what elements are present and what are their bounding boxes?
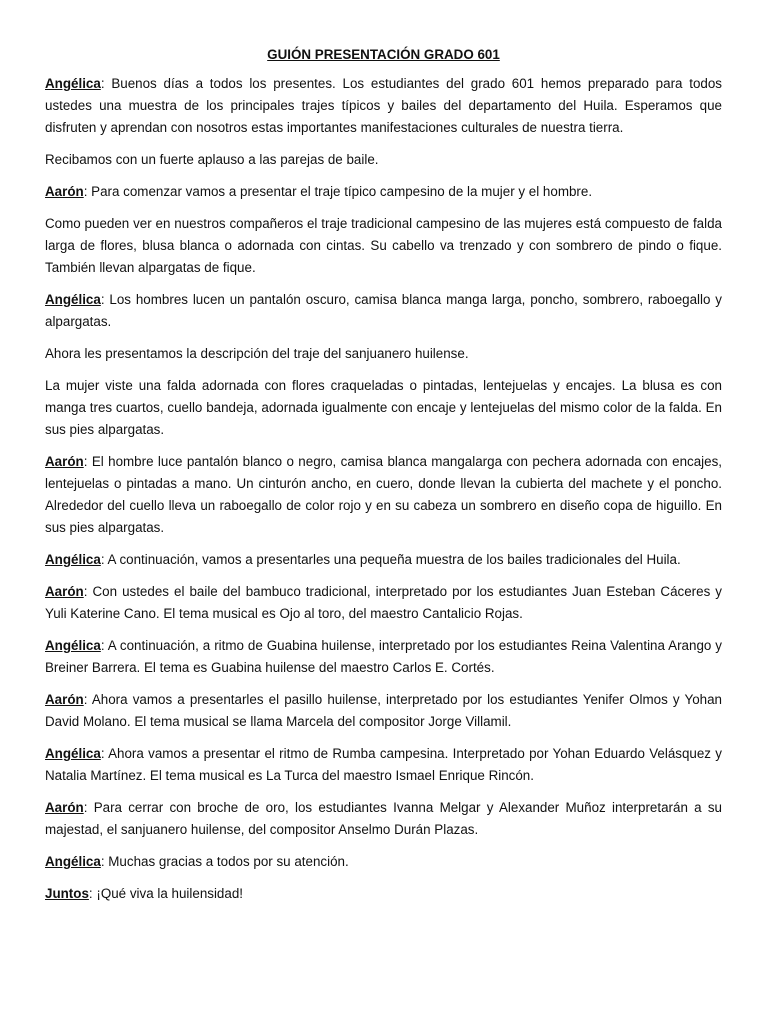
script-paragraph (45, 581, 722, 625)
paragraph-text: Con ustedes el baile del bambuco tradicional, interpretado por los estudiantes Juan Esteban Cáceres y Yuli Katerine Cano. El tema musical es Ojo al toro, del maestro Cantalicio Rojas. (45, 584, 722, 621)
script-paragraph (45, 149, 722, 171)
script-paragraph (45, 743, 722, 787)
speaker-name: Aarón (45, 800, 84, 815)
script-paragraph (45, 797, 722, 841)
speaker-colon: : (83, 454, 88, 469)
script-paragraph (45, 635, 722, 679)
speaker-name: Aarón (45, 454, 84, 469)
speaker-colon: : (88, 886, 93, 901)
paragraph-text: Como pueden ver en nuestros compañeros el traje tradicional campesino de las mujeres está compuesto de falda larga de flores, blusa blanca o adornada con cintas. Su cabello va trenzado y con sombrero de pindo o fique. También llevan alpargatas de fique. (45, 216, 722, 275)
paragraph-text: Ahora vamos a presentarles el pasillo huilense, interpretado por los estudiantes Yenifer Olmos y Yohan David Molano. El tema musical se llama Marcela del compositor Jorge Villamil. (45, 692, 722, 729)
paragraph-text: Los hombres lucen un pantalón oscuro, camisa blanca manga larga, poncho, sombrero, raboegallo y alpargatas. (45, 292, 722, 329)
paragraph-text: La mujer viste una falda adornada con flores craqueladas o pintadas, lentejuelas y encajes. La blusa es con manga tres cuartos, cuello bandeja, adornada igualmente con encaje y lentejuelas del mismo color de la falda. En sus pies alpargatas. (45, 378, 722, 437)
speaker-colon: : (100, 638, 105, 653)
script-paragraph (45, 375, 722, 441)
paragraph-text: ¡Qué viva la huilensidad! (92, 886, 243, 901)
document-title: GUIÓN PRESENTACIÓN GRADO 601 (267, 47, 500, 62)
paragraph-text: Recibamos con un fuerte aplauso a las parejas de baile. (45, 152, 379, 167)
speaker-name: Angélica (45, 854, 101, 869)
script-paragraph (45, 213, 722, 279)
paragraph-text: Muchas gracias a todos por su atención. (104, 854, 349, 869)
speaker-colon: : (83, 184, 88, 199)
speaker-colon: : (100, 292, 105, 307)
paragraph-text: A continuación, vamos a presentarles una pequeña muestra de los bailes tradicionales del Huila. (104, 552, 681, 567)
speaker-colon: : (100, 552, 105, 567)
paragraph-text: Para cerrar con broche de oro, los estudiantes Ivanna Melgar y Alexander Muñoz interpretarán a su majestad, el sanjuanero huilense, del compositor Anselmo Durán Plazas. (45, 800, 722, 837)
document-page (45, 44, 722, 915)
speaker-name: Aarón (45, 184, 84, 199)
speaker-name: Angélica (45, 292, 101, 307)
script-paragraph (45, 343, 722, 365)
speaker-colon: : (83, 584, 88, 599)
script-paragraph (45, 549, 722, 571)
script-paragraph (45, 689, 722, 733)
script-paragraph (45, 289, 722, 333)
speaker-name: Angélica (45, 552, 101, 567)
speaker-colon: : (100, 76, 105, 91)
speaker-colon: : (100, 854, 105, 869)
speaker-name: Angélica (45, 746, 101, 761)
speaker-name: Angélica (45, 638, 101, 653)
speaker-name: Aarón (45, 692, 84, 707)
script-paragraph (45, 883, 722, 905)
paragraph-text: El hombre luce pantalón blanco o negro, camisa blanca mangalarga con pechera adornada con encajes, lentejuelas o pintadas a mano. Un cinturón ancho, en cuero, donde llevan la cubierta del machete y el poncho. Alrededor del cuello lleva un raboegallo de color rojo y en su cabeza un sombrero en diseño copa de higuillo. En sus pies alpargatas. (45, 454, 722, 535)
script-paragraph (45, 451, 722, 539)
paragraph-text: Ahora les presentamos la descripción del traje del sanjuanero huilense. (45, 346, 469, 361)
script-paragraph (45, 73, 722, 139)
script-paragraph (45, 181, 722, 203)
speaker-colon: : (100, 746, 105, 761)
speaker-name: Angélica (45, 76, 101, 91)
speaker-name: Juntos (45, 886, 89, 901)
speaker-name: Aarón (45, 584, 84, 599)
speaker-colon: : (83, 692, 88, 707)
speaker-colon: : (83, 800, 88, 815)
paragraph-text: Buenos días a todos los presentes. Los estudiantes del grado 601 hemos preparado para todos ustedes una muestra de los principales trajes típicos y bailes del departamento del Huila. Esperamos que disfruten y aprendan con nosotros estas importantes manifestaciones culturales de nuestra tierra. (45, 76, 722, 135)
paragraph-text: A continuación, a ritmo de Guabina huilense, interpretado por los estudiantes Reina Valentina Arango y Breiner Barrera. El tema es Guabina huilense del maestro Carlos E. Cortés. (45, 638, 722, 675)
script-paragraph (45, 851, 722, 873)
paragraph-text: Ahora vamos a presentar el ritmo de Rumba campesina. Interpretado por Yohan Eduardo Velásquez y Natalia Martínez. El tema musical es La Turca del maestro Ismael Enrique Rincón. (45, 746, 722, 783)
paragraph-text: Para comenzar vamos a presentar el traje típico campesino de la mujer y el hombre. (87, 184, 593, 199)
